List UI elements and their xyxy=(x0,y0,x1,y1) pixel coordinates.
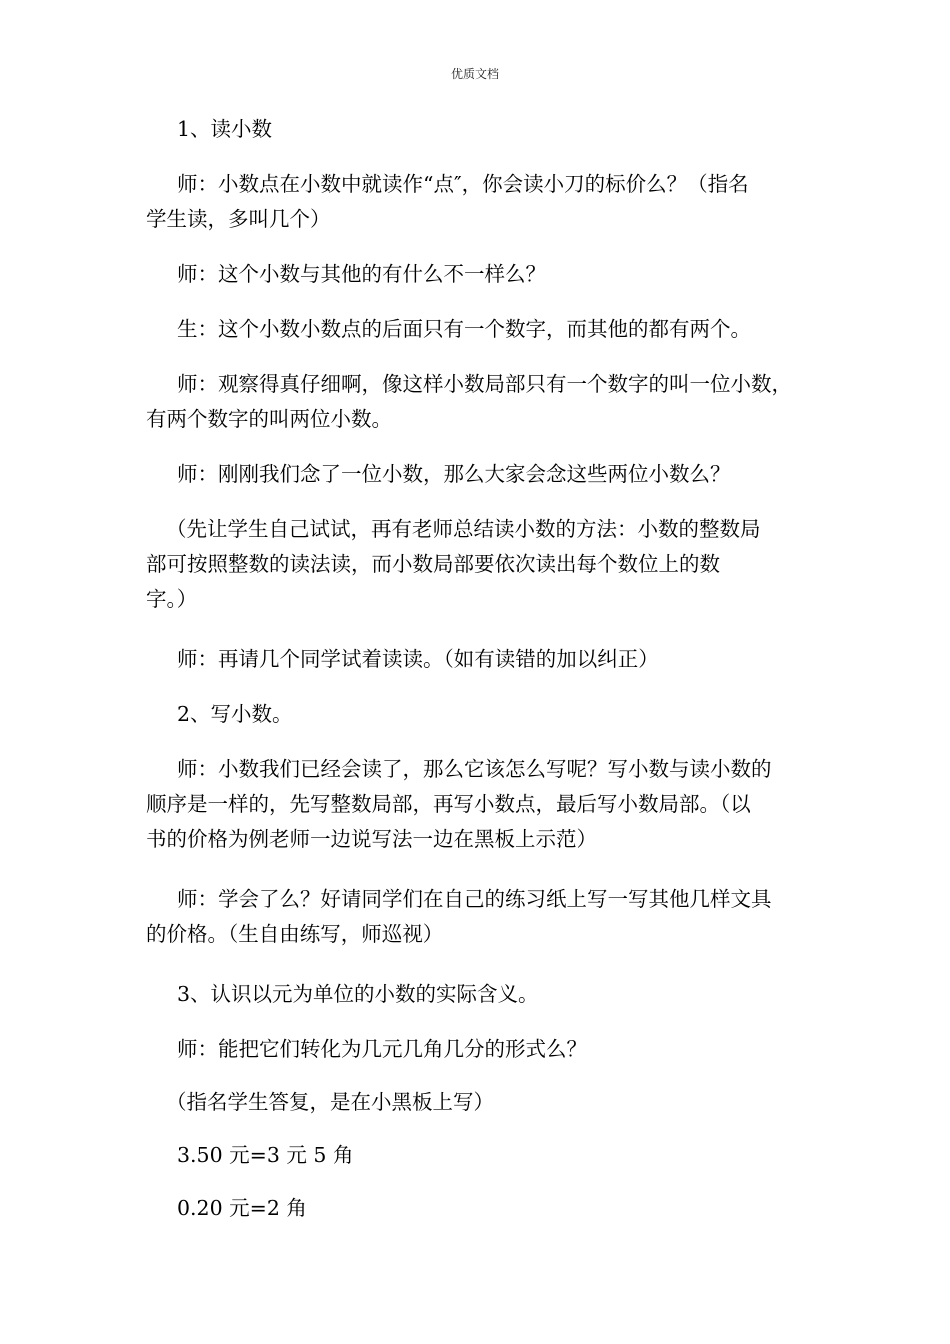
text-line: 师：再请几个同学试着读读。（如有读错的加以纠正） xyxy=(177,647,659,671)
paragraph xyxy=(146,312,808,347)
text-line: （指名学生答复，是在小黑板上写） xyxy=(166,1090,494,1114)
paragraph xyxy=(146,512,808,617)
text-line: 0.20 元=2 角 xyxy=(177,1196,307,1220)
text-line: 师：这个小数与其他的有什么不一样么？ xyxy=(177,262,546,286)
text-line: 师：观察得真仔细啊，像这样小数局部只有一个数字的叫一位小数， xyxy=(177,372,792,396)
paragraph xyxy=(146,457,808,492)
paragraph-heading-yuan-meaning xyxy=(146,977,808,1012)
paragraph xyxy=(146,882,808,952)
text-line: 师：能把它们转化为几元几角几分的形式么？ xyxy=(177,1037,587,1061)
paragraph-heading-read-decimals xyxy=(146,112,808,147)
text-line: 生：这个小数小数点的后面只有一个数字，而其他的都有两个。 xyxy=(177,317,751,341)
text-line: 师：小数我们已经会读了，那么它该怎么写呢？写小数与读小数的 xyxy=(177,757,772,781)
paragraph xyxy=(146,367,808,437)
text-line: 部可按照整数的读法读，而小数局部要依次读出每个数位上的数 xyxy=(146,552,720,576)
paragraph xyxy=(146,1085,808,1120)
paragraph xyxy=(146,752,808,857)
paragraph xyxy=(146,642,808,677)
text-line: 2、写小数。 xyxy=(177,702,293,726)
text-line: 师：刚刚我们念了一位小数，那么大家会念这些两位小数么？ xyxy=(177,462,731,486)
page-header: 优质文档 xyxy=(450,67,499,81)
paragraph-equation xyxy=(146,1191,808,1226)
text-line: 顺序是一样的，先写整数局部，再写小数点，最后写小数局部。（以 xyxy=(146,792,751,816)
text-line: 师：小数点在小数中就读作“点″，你会读小刀的标价么？（指名 xyxy=(177,172,749,196)
text-line: 的价格。（生自由练写，师巡视） xyxy=(146,922,444,946)
text-line: 字。） xyxy=(146,587,198,611)
text-line: 师：学会了么？好请同学们在自己的练习纸上写一写其他几样文具 xyxy=(177,887,772,911)
text-line: 学生读，多叫几个） xyxy=(146,207,331,231)
paragraph xyxy=(146,1032,808,1067)
text-line: 3、认识以元为单位的小数的实际含义。 xyxy=(177,982,539,1006)
text-line: 有两个数字的叫两位小数。 xyxy=(146,407,392,431)
text-line: 1、读小数 xyxy=(177,117,273,141)
paragraph xyxy=(146,167,808,237)
text-line: 书的价格为例老师一边说写法一边在黑板上示范） xyxy=(146,827,597,851)
paragraph-heading-write-decimals xyxy=(146,697,808,732)
text-line: （先让学生自己试试，再有老师总结读小数的方法：小数的整数局 xyxy=(166,517,761,541)
paragraph xyxy=(146,257,808,292)
paragraph-equation xyxy=(146,1138,808,1173)
text-line: 3.50 元=3 元 5 角 xyxy=(177,1143,354,1167)
